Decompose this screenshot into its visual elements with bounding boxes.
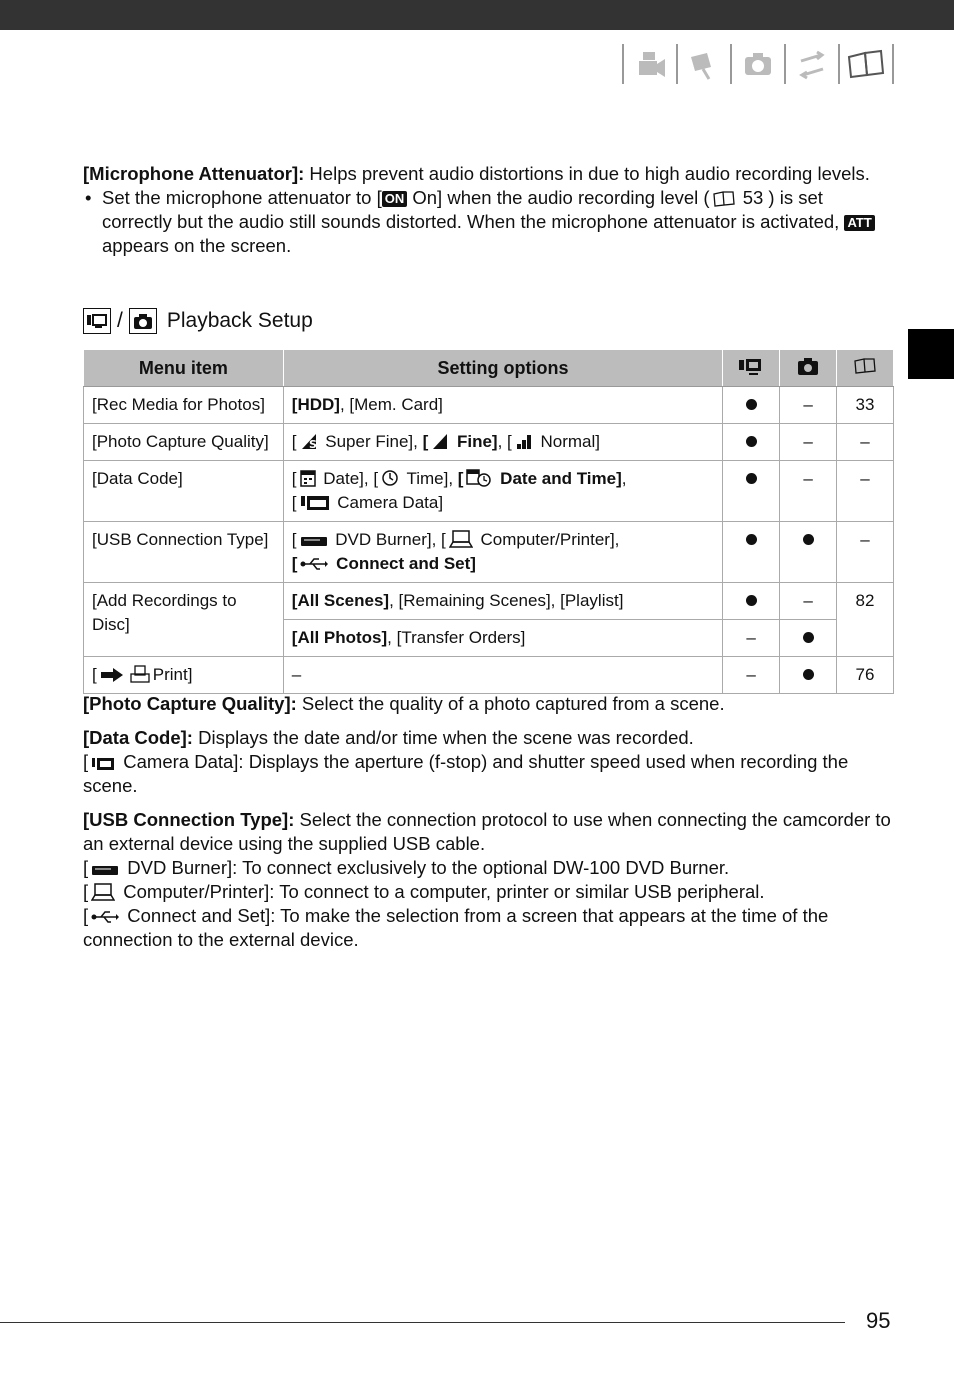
clock-icon: [381, 469, 399, 487]
photo-mode-cell: –: [780, 424, 837, 461]
table-header-row: [84, 350, 894, 387]
options-cell: [283, 424, 722, 461]
dvd-burner-icon: [91, 863, 119, 877]
option-text: , [Mem. Card]: [339, 395, 443, 414]
usb-dvd-text: DVD Burner]: To connect exclusively to the optional DW-100 DVD Burner.: [122, 857, 730, 878]
page-ref-cell: 76: [837, 657, 894, 694]
option-text: [: [291, 493, 297, 512]
menu-item-cell: [84, 657, 284, 694]
top-bar: [0, 0, 954, 30]
movie-mode-cell: –: [723, 620, 780, 657]
option-text: [: [291, 432, 297, 451]
section-heading: [83, 308, 313, 334]
available-dot: [746, 473, 757, 484]
option-text: Time],: [402, 469, 458, 488]
movie-mode-cell: [723, 522, 780, 583]
mic-attenuator-text: Helps prevent audio distortions in due to high audio recording levels.: [304, 163, 870, 184]
available-dot: [803, 632, 814, 643]
table-row: [84, 522, 894, 583]
super-fine-icon: [300, 432, 318, 450]
header-movie-icon: [723, 350, 780, 387]
mic-attenuator-heading: [Microphone Attenuator]:: [83, 163, 305, 184]
options-cell: [283, 387, 722, 424]
menu-item-text: Print]: [152, 665, 193, 684]
calendar-icon: [300, 469, 316, 487]
mic-attenuator-para: [83, 162, 895, 186]
option-default: [All Photos]: [291, 628, 388, 647]
att-badge-icon: ATT: [844, 215, 874, 231]
option-text: Date], [: [318, 469, 379, 488]
usb-icon: [91, 909, 119, 925]
arrow-right-icon: [100, 667, 124, 683]
option-text: DVD Burner], [: [330, 530, 446, 549]
usb-text: Select the connection protocol to use when connecting the camcorder to an external device using the supplied USB cable.: [83, 809, 891, 854]
option-text: , [Transfer Orders]: [387, 628, 526, 647]
options-cell: [283, 620, 722, 657]
option-default: [: [457, 469, 464, 488]
transfer-icon: [784, 44, 838, 84]
usb-dvd-para: [83, 856, 895, 880]
photo-capture-text: Select the quality of a photo captured from a scene.: [296, 693, 725, 714]
movie-mode-cell: [723, 424, 780, 461]
photo-mode-cell: [780, 620, 837, 657]
usb-computer-text: Computer/Printer]: To connect to a computer, printer or similar USB peripheral.: [118, 881, 765, 902]
mic-bullet-text-a: Set the microphone attenuator to [: [102, 187, 382, 208]
table-row: [84, 387, 894, 424]
data-code-para: [83, 726, 895, 750]
normal-icon: [515, 432, 533, 450]
option-text: [: [291, 530, 297, 549]
available-dot: [746, 595, 757, 606]
page-ref-cell: –: [837, 461, 894, 522]
table-row: [84, 424, 894, 461]
photo-camera-icon: [730, 44, 784, 84]
header-page-ref-icon: [837, 350, 894, 387]
usb-computer-para: [83, 880, 895, 904]
data-code-text: Displays the date and/or time when the scene was recorded.: [192, 727, 694, 748]
usb-computer-bracket: [: [83, 881, 89, 902]
table-row: [84, 657, 894, 694]
section-title: Playback Setup: [166, 309, 313, 332]
option-text: Camera Data]: [332, 493, 444, 512]
fine-icon: [431, 432, 449, 450]
option-default: Connect and Set]: [331, 554, 476, 573]
usb-connect-text: Connect and Set]: To make the selection from a screen that appears at the time of the connection to the external device.: [83, 905, 829, 950]
usb-dvd-bracket: [: [83, 857, 89, 878]
computer-printer-icon: [91, 883, 115, 901]
available-dot: [746, 399, 757, 410]
header-photo-icon: [780, 350, 837, 387]
print-icon: [130, 665, 150, 683]
option-default: [All Scenes]: [291, 591, 390, 610]
usb-icon: [300, 556, 328, 572]
mic-bullet-text-d: appears on the screen.: [102, 235, 292, 256]
page-number: 95: [866, 1308, 891, 1333]
options-cell: –: [283, 657, 722, 694]
option-text: , [: [497, 432, 512, 451]
option-text: [: [291, 469, 297, 488]
movie-mode-cell: [723, 461, 780, 522]
playback-movie-icon: [83, 308, 111, 334]
camera-data-icon: [91, 755, 115, 771]
menu-item-cell: [Data Code]: [84, 461, 284, 522]
mic-attenuator-block: [83, 162, 895, 258]
option-default: [: [291, 554, 298, 573]
photo-mode-cell: –: [780, 387, 837, 424]
menu-item-cell: [Rec Media for Photos]: [84, 387, 284, 424]
header-menu-item: Menu item: [84, 350, 284, 387]
page-ref-cell: –: [837, 522, 894, 583]
book-icon: [838, 44, 894, 84]
options-cell: [283, 583, 722, 620]
page-ref-cell: 82: [837, 583, 894, 657]
menu-item-text: [: [92, 665, 97, 684]
table-row: [84, 461, 894, 522]
settings-table: [83, 349, 894, 694]
option-text: Computer/Printer],: [475, 530, 620, 549]
book-ref-icon: [713, 191, 735, 207]
camera-data-icon: [300, 493, 330, 511]
option-default: [HDD]: [291, 395, 340, 414]
photo-mode-cell: [780, 657, 837, 694]
photo-mode-cell: [780, 522, 837, 583]
camera-data-bracket: [: [83, 751, 89, 772]
movie-mode-cell: [723, 583, 780, 620]
photo-mode-cell: –: [780, 583, 837, 620]
camera-data-para: [83, 750, 895, 798]
data-code-heading: [Data Code]:: [83, 727, 193, 748]
dvd-burner-icon: [300, 534, 328, 548]
available-dot: [746, 436, 757, 447]
option-default: Date and Time]: [495, 469, 622, 488]
on-badge-icon: ON: [382, 191, 408, 207]
descriptions: [83, 692, 895, 952]
option-default: [: [422, 432, 429, 451]
usb-para: [83, 808, 895, 856]
date-time-icon: [466, 469, 492, 487]
computer-printer-icon: [449, 530, 473, 548]
camera-scene-icon: [622, 44, 676, 84]
chapter-tab: [908, 329, 954, 379]
option-text: ,: [621, 469, 627, 488]
option-default: Fine]: [452, 432, 498, 451]
option-text: , [Remaining Scenes], [Playlist]: [389, 591, 624, 610]
option-text: Super Fine],: [320, 432, 423, 451]
mic-bullet: [83, 186, 895, 258]
usb-connect-bracket: [: [83, 905, 89, 926]
movie-mode-cell: –: [723, 657, 780, 694]
mode-icons: [622, 44, 894, 86]
available-dot: [746, 534, 757, 545]
option-text: Normal]: [535, 432, 600, 451]
available-dot: [803, 534, 814, 545]
mic-bullet-text-c: 53 ) is set correctly but the audio still sounds distorted. When the microphone attenuator is activated,: [102, 187, 845, 232]
usb-connect-para: [83, 904, 895, 952]
section-slash: /: [117, 309, 123, 332]
options-cell: [283, 522, 722, 583]
available-dot: [803, 669, 814, 680]
movie-camera-icon: [676, 44, 730, 84]
mic-bullet-text-b: On] when the audio recording level (: [407, 187, 710, 208]
menu-item-cell: [Photo Capture Quality]: [84, 424, 284, 461]
page-ref-cell: –: [837, 424, 894, 461]
playback-photo-icon: [129, 308, 157, 334]
header-setting-options: Setting options: [283, 350, 722, 387]
photo-capture-heading: [Photo Capture Quality]:: [83, 693, 297, 714]
svg-text:S: S: [308, 438, 317, 450]
options-cell: [283, 461, 722, 522]
photo-capture-para: [83, 692, 895, 716]
footer-rule: [0, 1322, 845, 1323]
menu-item-cell: [USB Connection Type]: [84, 522, 284, 583]
camera-data-text: Camera Data]: Displays the aperture (f-stop) and shutter speed used when recording the scene.: [83, 751, 849, 796]
photo-mode-cell: –: [780, 461, 837, 522]
usb-heading: [USB Connection Type]:: [83, 809, 295, 830]
movie-mode-cell: [723, 387, 780, 424]
table-row: [84, 583, 894, 620]
page-ref-cell: 33: [837, 387, 894, 424]
menu-item-cell: [Add Recordings to Disc]: [84, 583, 284, 657]
